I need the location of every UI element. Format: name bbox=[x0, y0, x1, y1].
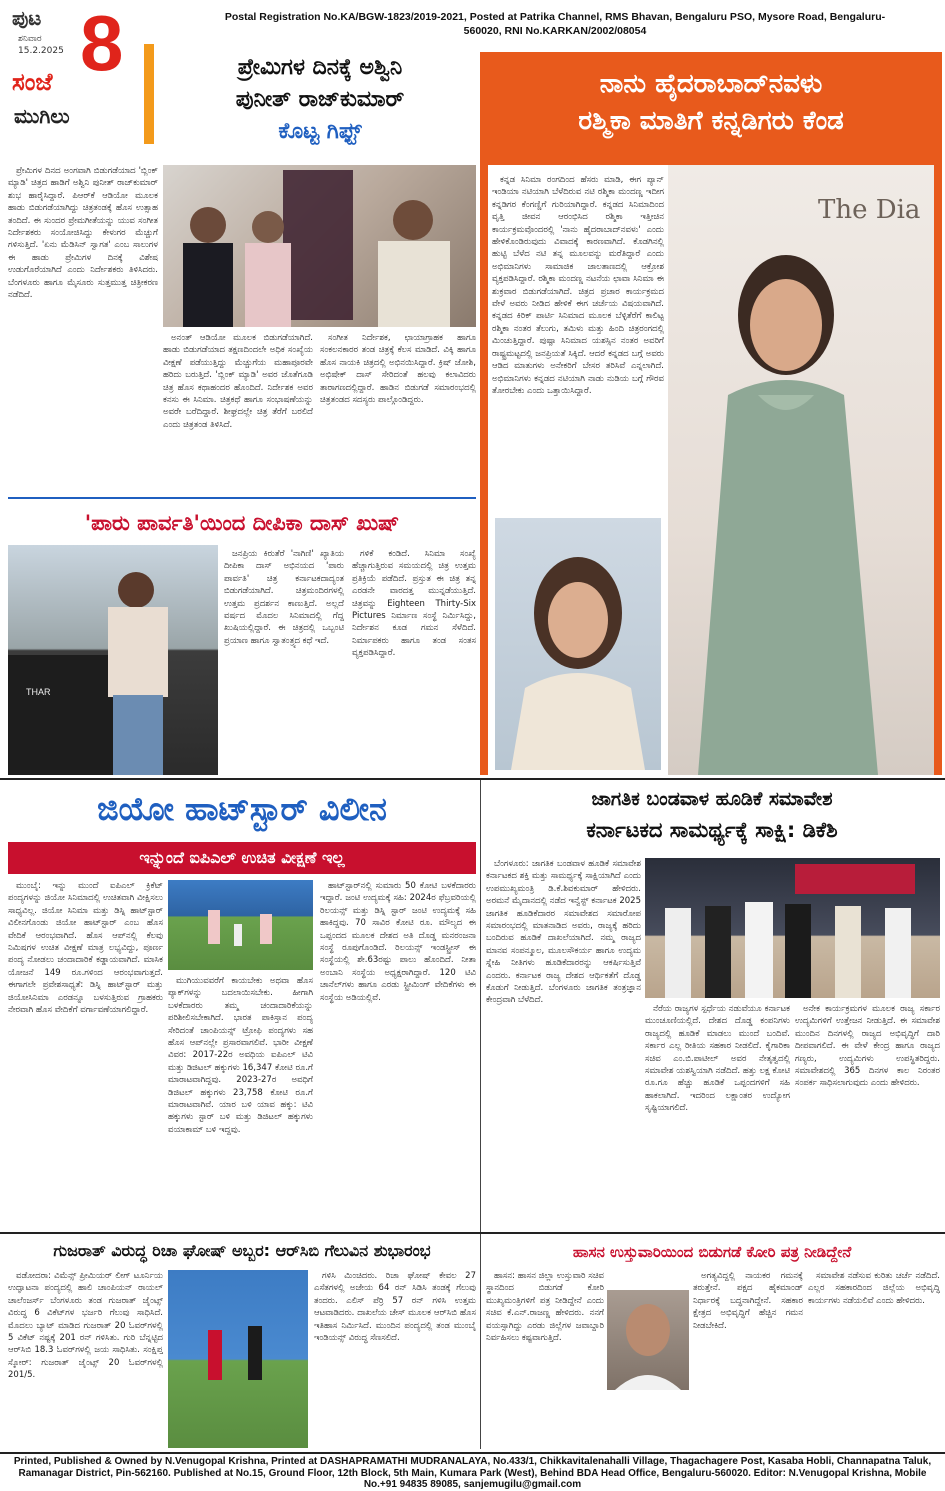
rashmika-inset-illustration bbox=[495, 518, 661, 770]
deepika-photo bbox=[8, 545, 218, 775]
jio-cricket-photo bbox=[168, 880, 313, 970]
puneeth-head-line2: ಪುನೀತ್ ರಾಜ್‌ಕುಮಾರ್ bbox=[235, 87, 405, 112]
hassan-col3-text: ಸಮಾವೇಶ ನಡೆಸುವ ಕುರಿತು ಚರ್ಚೆ ನಡೆದಿದೆ. ಎಲ್ಲರ ಸಹಕಾರದಿಂದ ಜಿಲ್ಲೆಯ ಅಭಿವೃದ್ಧಿ ಕಾರ್ಯಗಳು ನಡೆಯಲಿವೆ ಎಂದು ಹೇಳಿದರು. bbox=[808, 1271, 940, 1306]
story-rashmika-header bbox=[480, 52, 942, 165]
puneeth-head-line1: ಪ್ರೇಮಿಗಳ ದಿನಕ್ಕೆ ಅಶ್ವಿನಿ bbox=[237, 55, 403, 80]
hassan-col2 bbox=[693, 1270, 803, 1448]
puneeth-photo-illustration bbox=[163, 165, 476, 327]
jio-headline: ಜಿಯೋ ಹಾಟ್‌ಸ್ಟಾರ್ ವಿಲೀನ bbox=[97, 790, 387, 828]
puneeth-head-line3: ಕೊಟ್ಟ ಗಿಫ್ಟ್ bbox=[278, 119, 362, 144]
masthead-brand bbox=[4, 0, 159, 146]
divider-middle bbox=[0, 778, 945, 780]
rcb-photo-illustration bbox=[168, 1270, 308, 1448]
jio-col3 bbox=[320, 880, 476, 1228]
date-label: 15.2.2025 bbox=[18, 46, 64, 56]
puneeth-photo bbox=[163, 165, 476, 327]
dks-col3 bbox=[795, 1003, 940, 1228]
dks-col2-text: ನೆರೆಯ ರಾಜ್ಯಗಳ ಸ್ಪರ್ಧೆಯ ನಡುವೆಯೂ ಕರ್ನಾಟಕ ಮುಂಚೂಣಿಯಲ್ಲಿದೆ. ದೇಶದ ದೊಡ್ಡ ಕಂಪನಿಗಳು ರಾಜ್ಯದಲ್ಲಿ ಹೂಡಿಕೆ ಮಾಡಲು ಮುಂದೆ ಬಂದಿವೆ. ಸರ್ಕಾರ ಎಲ್ಲ ರೀತಿಯ ಸಹಕಾರ ನೀಡಲಿದೆ. ಕೈಗಾರಿಕಾ ಸಚಿವ ಎಂ.ಬಿ.ಪಾಟೀಲ್ ಅವರ ನೇತೃತ್ವದಲ್ಲಿ ಸಮಾವೇಶ ಯಶಸ್ವಿಯಾಗಿ ನಡೆದಿದೆ. ಹತ್ತು ಲಕ್ಷ ಕೋಟಿ ರೂ.ಗೂ ಹೆಚ್ಚು ಹೂಡಿಕೆ ಒಪ್ಪಂದಗಳಿಗೆ ಸಹಿ ಹಾಕಲಾಗಿದೆ. ಇದರಿಂದ ಲಕ್ಷಾಂತರ ಉದ್ಯೋಗ ಸೃಷ್ಟಿಯಾಗಲಿದೆ. bbox=[645, 1004, 790, 1114]
jio-col1 bbox=[8, 880, 163, 1228]
deepika-jeep-badge: THAR bbox=[26, 687, 51, 697]
rashmika-main-photo bbox=[668, 165, 934, 775]
dks-photo-illustration bbox=[645, 858, 940, 998]
brand-mugilu: ಮುಗಿಲು bbox=[14, 104, 70, 128]
dks-col1-text: ಬೆಂಗಳೂರು: ಜಾಗತಿಕ ಬಂಡವಾಳ ಹೂಡಿಕೆ ಸಮಾವೇಶ ಕರ್ನಾಟಕದ ಶಕ್ತಿ ಮತ್ತು ಸಾಮರ್ಥ್ಯಕ್ಕೆ ಸಾಕ್ಷಿಯಾಗಿದೆ ಎಂದು ಉಪಮುಖ್ಯಮಂತ್ರಿ ಡಿ.ಕೆ.ಶಿವಕುಮಾರ್ ಹೇಳಿದರು. ಅರಮನೆ ಮೈದಾನದಲ್ಲಿ ನಡೆದ ಇನ್ವೆಸ್ಟ್ ಕರ್ನಾಟಕ 2025 ಜಾಗತಿಕ ಹೂಡಿಕೆದಾರರ ಸಮಾವೇಶದ ಸಮಾರೋಪ ಸಮಾರಂಭದಲ್ಲಿ ಮಾತನಾಡಿದ ಅವರು, ರಾಜ್ಯಕ್ಕೆ ಹರಿದು ಬಂದಿರುವ ಹೂಡಿಕೆ ದಾಖಲೆಯಾಗಿದೆ. ನಮ್ಮ ರಾಜ್ಯದ ಮಾನವ ಸಂಪನ್ಮೂಲ, ಮೂಲಸೌಕರ್ಯ ಹಾಗೂ ಉದ್ಯಮ ಸ್ನೇಹಿ ನೀತಿಗಳು ಹೂಡಿಕೆದಾರರನ್ನು ಆಕರ್ಷಿಸುತ್ತಿವೆ ಎಂದರು. ಕರ್ನಾಟಕ ರಾಜ್ಯ ದೇಶದ ಆರ್ಥಿಕತೆಗೆ ದೊಡ್ಡ ಕೊಡುಗೆ ನೀಡುತ್ತಿದೆ. ಬೆಂಗಳೂರು ಜಾಗತಿಕ ತಂತ್ರಜ್ಞಾನ ಕೇಂದ್ರವಾಗಿ ಬೆಳೆದಿದೆ. bbox=[486, 859, 641, 1006]
puneeth-col2 bbox=[163, 332, 313, 495]
rcb-col1 bbox=[8, 1270, 163, 1448]
divider-vertical-lower bbox=[480, 1234, 481, 1449]
deepika-col1-text: ಜನಪ್ರಿಯ ಕಿರುತೆರೆ 'ನಾಗಿಣಿ' ಖ್ಯಾತಿಯ ದೀಪಿಕಾ ದಾಸ್ ಅಭಿನಯದ 'ಪಾರು ಪಾರ್ವತಿ' ಚಿತ್ರ ಕರ್ನಾಟಕದಾದ್ಯಂತ ಬಿಡುಗಡೆಯಾಗಿದೆ. ಚಿತ್ರಮಂದಿರಗಳಲ್ಲಿ ಉತ್ತಮ ಪ್ರದರ್ಶನ ಕಾಣುತ್ತಿದೆ. ಅಲ್ಲದೆ ವರ್ಷದ ಮೊದಲ ಸಿನಿಮಾದಲ್ಲಿ ಗೆದ್ದ ಖುಷಿಯಲ್ಲಿದ್ದಾರೆ. ಈ ಚಿತ್ರದಲ್ಲಿ ಒಬ್ಬಂಟಿ ಪ್ರಯಾಣ ಹಾಗೂ ಸ್ವಾತಂತ್ರ್ಯದ ಕಥೆ ಇದೆ. bbox=[224, 549, 344, 646]
jio-col1-text: ಮುಂಬೈ: ಇನ್ನು ಮುಂದೆ ಐಪಿಎಲ್ ಕ್ರಿಕೆಟ್ ಪಂದ್ಯಗಳನ್ನು ಜಿಯೋ ಸಿನಿಮಾದಲ್ಲಿ ಉಚಿತವಾಗಿ ವೀಕ್ಷಿಸಲು ಸಾಧ್ಯವಿಲ್ಲ. ಜಿಯೋ ಸಿನಿಮಾ ಮತ್ತು ಡಿಸ್ನಿ ಹಾಟ್‌ಸ್ಟಾರ್ ವಿಲೀನಗೊಂಡು ಜಿಯೋ ಹಾಟ್‌ಸ್ಟಾರ್ ಎಂಬ ಹೊಸ ವೇದಿಕೆ ಆರಂಭವಾಗಿದೆ. ಹೊಸ ಆಪ್‌ನಲ್ಲಿ ಕೆಲವು ನಿಮಿಷಗಳ ಉಚಿತ ವೀಕ್ಷಣೆ ಮಾತ್ರ ಲಭ್ಯವಿದ್ದು, ಪೂರ್ಣ ಪಂದ್ಯ ನೋಡಲು ಚಂದಾದಾರಿಕೆ ಕಡ್ಡಾಯವಾಗಿದೆ. ಮಾಸಿಕ ಯೋಜನೆ 149 ರೂ.ಗಳಿಂದ ಆರಂಭವಾಗುತ್ತದೆ. ಈಗಾಗಲೇ ಪ್ರವೇಶಸಾಧ್ಯತೆ: ಡಿಸ್ನಿ ಹಾಟ್‌ಸ್ಟಾರ್ ಮತ್ತು ಜಿಯೋಸಿನಿಮಾ ಎರಡನ್ನೂ ಬಳಸುತ್ತಿರುವ ಗ್ರಾಹಕರು ನೇರವಾಗಿ ಹೊಸ ವೇದಿಕೆಗೆ ವರ್ಗಾವಣೆಯಾಗಲಿದ್ದಾರೆ. bbox=[8, 881, 163, 1016]
rashmika-body-text: ಕನ್ನಡ ಸಿನಿಮಾ ರಂಗದಿಂದ ಹೆಸರು ಮಾಡಿ, ಈಗ ಪ್ಯಾನ್ ಇಂಡಿಯಾ ನಟಿಯಾಗಿ ಬೆಳೆದಿರುವ ನಟಿ ರಶ್ಮಿಕಾ ಮಂದಣ್ಣ ಇದೀಗ ಕನ್ನಡಿಗರ ಕೆಂಗಣ್ಣಿಗೆ ಗುರಿಯಾಗಿದ್ದಾರೆ. ಕನ್ನಡದ ಸಿನಿಮಾದಿಂದ ವೃತ್ತಿ ಜೀವನ ಆರಂಭಿಸಿದ ರಶ್ಮಿಕಾ ಇತ್ತೀಚಿನ ಕಾರ್ಯಕ್ರಮವೊಂದರಲ್ಲಿ 'ನಾನು ಹೈದರಾಬಾದ್‌ನವಳು' ಎಂದು ಹೇಳಿಕೊಂಡಿರುವುದು ವಿವಾದಕ್ಕೆ ಕಾರಣವಾಗಿದೆ. ಕೊಡಗಿನಲ್ಲಿ ಹುಟ್ಟಿ ಬೆಳೆದ ನಟಿ ತನ್ನ ಮೂಲವನ್ನು ಮರೆತಿದ್ದಾರೆ ಎಂದು ಅಭಿಮಾನಿಗಳು ಸಾಮಾಜಿಕ ಜಾಲತಾಣದಲ್ಲಿ ಆಕ್ರೋಶ ವ್ಯಕ್ತಪಡಿಸಿದ್ದಾರೆ. ರಶ್ಮಿಕಾ ಮಂದಣ್ಣ ನಟನೆಯ ಛಾವಾ ಸಿನಿಮಾ ಈ ಶುಕ್ರವಾರ ಬಿಡುಗಡೆಯಾಗಿದೆ. ಚಿತ್ರದ ಪ್ರಚಾರ ಕಾರ್ಯಕ್ರಮದ ವೇಳೆ ಅವರು ನೀಡಿದ ಹೇಳಿಕೆ ಈಗ ಚರ್ಚೆಯ ವಿಷಯವಾಗಿದೆ. ಕನ್ನಡದ ಕಿರಿಕ್ ಪಾರ್ಟಿ ಸಿನಿಮಾದ ಮೂಲಕ ಬೆಳ್ಳಿತೆರೆಗೆ ಕಾಲಿಟ್ಟ ರಶ್ಮಿಕಾ ನಂತರ ತೆಲುಗು, ತಮಿಳು ಮತ್ತು ಹಿಂದಿ ಚಿತ್ರರಂಗದಲ್ಲಿ ಮಿಂಚುತ್ತಿದ್ದಾರೆ. ಪುಷ್ಪಾ ಸಿನಿಮಾದ ಯಶಸ್ಸಿನ ನಂತರ ಅವರಿಗೆ ರಾಷ್ಟ್ರಮಟ್ಟದಲ್ಲಿ ಜನಪ್ರಿಯತೆ ಸಿಕ್ಕಿದೆ. ಆದರೆ ಕನ್ನಡದ ಬಗ್ಗೆ ಅವರು ಆಡಿದ ಮಾತುಗಳು ಅನೇಕರಿಗೆ ಬೇಸರ ತರಿಸಿವೆ ಎನ್ನಲಾಗಿದೆ. ಅಭಿಮಾನಿಗಳು ಕನ್ನಡದ ನಟಿಯಾಗಿ ನಾಡು ನುಡಿಯ ಬಗ್ಗೆ ಗೌರವ ತೋರಬೇಕು ಎಂದು ಒತ್ತಾಯಿಸಿದ್ದಾರೆ. bbox=[492, 175, 664, 396]
rcb-headline: ಗುಜರಾತ್ ವಿರುದ್ಧ ರಿಚಾ ಘೋಷ್ ಅಬ್ಬರ: ಆರ್‌ಸಿಬಿ ಗೆಲುವಿನ ಶುಭಾರಂಭ bbox=[53, 1241, 431, 1260]
rcb-col2-text: ಗಳಿಸಿ ಮಿಂಚಿದರು. ರಿಚಾ ಘೋಷ್ ಕೇವಲ 27 ಎಸೆತಗಳಲ್ಲಿ ಅಜೇಯ 64 ರನ್ ಸಿಡಿಸಿ ತಂಡಕ್ಕೆ ಗೆಲುವು ತಂದರು. ಎಲಿಸ್ ಪೆರ್ರಿ 57 ರನ್ ಗಳಿಸಿ ಉತ್ತಮ ಆಟವಾಡಿದರು. ದಾಖಲೆಯ ಚೇಸ್ ಮೂಲಕ ಆರ್‌ಸಿಬಿ ಹೊಸ ಇತಿಹಾಸ ನಿರ್ಮಿಸಿದೆ. ಮುಂದಿನ ಪಂದ್ಯದಲ್ಲಿ ತಂಡ ಮುಂಬೈ ಇಂಡಿಯನ್ಸ್ ವಿರುದ್ಧ ಸೆಣಸಲಿದೆ. bbox=[314, 1271, 476, 1344]
rashmika-main-illustration bbox=[668, 165, 934, 775]
page-word: ಪುಟ bbox=[12, 6, 42, 30]
rashmika-backdrop-text: The Dia bbox=[818, 195, 921, 225]
deepika-col1 bbox=[224, 548, 344, 773]
rashmika-head-line2: ರಶ್ಮಿಕಾ ಮಾತಿಗೆ ಕನ್ನಡಿಗರು ಕೆಂಡ bbox=[578, 106, 844, 136]
deepika-photo-illustration bbox=[8, 545, 218, 775]
puneeth-col1-text: ಪ್ರೇಮಿಗಳ ದಿನದ ಅಂಗವಾಗಿ ಬಿಡುಗಡೆಯಾದ 'ಬ್ಲಿಂಕ್ ಮ್ಯಾಡಿ' ಚಿತ್ರದ ಹಾಡಿಗೆ ಅಶ್ವಿನಿ ಪುನೀತ್ ರಾಜ್‌ಕುಮಾರ್ ಶುಭ ಹಾರೈಸಿದ್ದಾರೆ. ಪಿಆರ್‌ಕೆ ಆಡಿಯೋ ಮೂಲಕ ಹಾಡು ಬಿಡುಗಡೆಯಾಗಿದ್ದು ಚಿತ್ರತಂಡಕ್ಕೆ ಹೊಸ ಉತ್ಸಾಹ ತಂದಿದೆ. ಈ ಸುಂದರ ಪ್ರೇಮಗೀತೆಯನ್ನು ಯುವ ಸಂಗೀತ ನಿರ್ದೇಶಕರು ಸಂಯೋಜಿಸಿದ್ದು ಕೇಳುಗರ ಮೆಚ್ಚುಗೆ ಗಳಿಸುತ್ತಿದೆ. 'ಏನು ಮೆಡಿಸಿನ್ ಸ್ವಾಗತ' ಎಂಬ ಸಾಲುಗಳ ಈ ಹಾಡು ಪ್ರೇಮಿಗಳ ದಿನಕ್ಕೆ ವಿಶೇಷ ಉಡುಗೊರೆಯಾಗಿದೆ ಎಂದು ನಿರ್ದೇಶಕರು ತಿಳಿಸಿದರು. ಬೆಂಗಳೂರು ಹಾಗೂ ಮೈಸೂರು ಸುತ್ತಮುತ್ತ ಚಿತ್ರೀಕರಣ ನಡೆದಿದೆ. bbox=[8, 166, 158, 301]
hassan-photo bbox=[607, 1290, 689, 1390]
hassan-col2-text: ಅಗತ್ಯವಿದ್ದಲ್ಲಿ ನಾಯಕರ ಗಮನಕ್ಕೆ ತರುತ್ತೇನೆ. ಪಕ್ಷದ ಹೈಕಮಾಂಡ್ ನಿರ್ಧಾರಕ್ಕೆ ಬದ್ಧನಾಗಿದ್ದೇನೆ. ಸಹಕಾರ ಕ್ಷೇತ್ರದ ಅಭಿವೃದ್ಧಿಗೆ ಹೆಚ್ಚಿನ ಗಮನ ನೀಡಬೇಕಿದೆ. bbox=[693, 1271, 803, 1331]
jio-col2-text: ಮುಗಿಯುವವರೆಗೆ ಕಾಯಬೇಕು ಅಥವಾ ಹೊಸ ಪ್ಯಾಕ್‌ಗಳನ್ನು ಬದಲಾಯಿಸಬೇಕು. ಹೀಗಾಗಿ ಬಳಕೆದಾರರು ತಮ್ಮ ಚಂದಾದಾರಿಕೆಯನ್ನು ಪರಿಶೀಲಿಸಬೇಕಾಗಿದೆ. ಭಾರತ ಪಾಕಿಸ್ತಾನ ಪಂದ್ಯ ಸೇರಿದಂತೆ ಚಾಂಪಿಯನ್ಸ್ ಟ್ರೋಫಿ ಪಂದ್ಯಗಳು ಸಹ ಹೊಸ ಆಪ್‌ನಲ್ಲೇ ಪ್ರಸಾರವಾಗಲಿವೆ. ಭಾರೀ ವೀಕ್ಷಣೆ ವಿವರ: 2017-22ರ ಅವಧಿಯ ಐಪಿಎಲ್ ಟಿವಿ ಮತ್ತು ಡಿಜಿಟಲ್ ಹಕ್ಕುಗಳು 16,347 ಕೋಟಿ ರೂ.ಗೆ ಮಾರಾಟವಾಗಿದ್ದವು. 2023-27ರ ಅವಧಿಗೆ ಡಿಜಿಟಲ್ ಹಕ್ಕುಗಳು 23,758 ಕೋಟಿ ರೂ.ಗೆ ಮಾರಾಟವಾಗಿವೆ. ಯಾರ ಬಳಿ ಯಾವ ಹಕ್ಕು: ಟಿವಿ ಹಕ್ಕುಗಳು ಸ್ಟಾರ್ ಬಳಿ ಮತ್ತು ಡಿಜಿಟಲ್ ಹಕ್ಕುಗಳು ವಯಾಕಾಮ್ ಬಳಿ ಇದ್ದವು. bbox=[168, 976, 313, 1135]
dks-headline bbox=[484, 784, 940, 846]
puneeth-col3 bbox=[320, 332, 476, 495]
page-number: 8 bbox=[80, 0, 124, 87]
dks-photo bbox=[645, 858, 940, 998]
hassan-photo-illustration bbox=[607, 1290, 689, 1390]
hassan-headline: ಹಾಸನ ಉಸ್ತುವಾರಿಯಿಂದ ಬಿಡುಗಡೆ ಕೋರಿ ಪತ್ರ ನೀಡಿದ್ದೇನೆ bbox=[572, 1243, 852, 1261]
divider-deepika-top bbox=[8, 497, 476, 499]
story-puneeth-headline bbox=[165, 52, 475, 162]
deepika-col2 bbox=[352, 548, 476, 773]
hassan-col3 bbox=[808, 1270, 940, 1448]
puneeth-col3-text: ಸಂಗೀತ ನಿರ್ದೇಶಕ, ಛಾಯಾಗ್ರಾಹಕ ಹಾಗೂ ಸಂಕಲನಕಾರರ ತಂಡ ಚಿತ್ರಕ್ಕೆ ಕೆಲಸ ಮಾಡಿದೆ. ವಿಕ್ಕಿ ಹಾಗೂ ಹೊಸ ನಾಯಕಿ ಚಿತ್ರದಲ್ಲಿ ಅಭಿನಯಿಸಿದ್ದಾರೆ. ಕ್ರಿಷ್ ಜೋಶಿ, ಅಭಿಷೇಕ್ ದಾಸ್ ಸೇರಿದಂತೆ ಹಲವು ಕಲಾವಿದರು ತಾರಾಗಣದಲ್ಲಿದ್ದಾರೆ. ಹಾಡಿನ ಬಿಡುಗಡೆ ಸಮಾರಂಭದಲ್ಲಿ ಚಿತ್ರತಂಡದ ಸದಸ್ಯರು ಪಾಲ್ಗೊಂಡಿದ್ದರು. bbox=[320, 333, 476, 406]
rashmika-body bbox=[492, 174, 664, 512]
deepika-headline: 'ಪಾರು ಪಾರ್ವತಿ'ಯಿಂದ ದೀಪಿಕಾ ದಾಸ್ ಖುಷ್ bbox=[84, 511, 400, 535]
jio-cricket-illustration bbox=[168, 880, 313, 970]
jio-subhead-bar bbox=[8, 842, 476, 874]
rashmika-inset-photo bbox=[492, 515, 664, 773]
deepika-col2-text: ಗಳಿಕೆ ಕಂಡಿದೆ. ಸಿನಿಮಾ ಸಂಖ್ಯೆ ಹೆಚ್ಚಾಗುತ್ತಿರುವ ಸಮಯದಲ್ಲಿ ಚಿತ್ರ ಉತ್ತಮ ಪ್ರತಿಕ್ರಿಯೆ ಪಡೆದಿದೆ. ಪ್ರಸ್ತುತ ಈ ಚಿತ್ರ ತನ್ನ ಎರಡನೇ ವಾರದತ್ತ ಮುನ್ನಡೆಯುತ್ತಿದೆ. ಚಿತ್ರವನ್ನು Eighteen Thirty-Six Pictures ನಿರ್ಮಾಣ ಸಂಸ್ಥೆ ನಿರ್ಮಿಸಿದ್ದು, ನಿರ್ದೇಶನ ಕೂಡ ಗಮನ ಸೆಳೆದಿದೆ. ನಿರ್ಮಾಪಕರು ಹಾಗೂ ತಂಡ ಸಂತಸ ವ್ಯಕ್ತಪಡಿಸಿದ್ದಾರೆ. bbox=[352, 549, 476, 659]
jio-subhead: ಇನ್ನುಂದೆ ಐಪಿಎಲ್ ಉಚಿತ ವೀಕ್ಷಣೆ ಇಲ್ಲ bbox=[139, 848, 345, 867]
day-label: ಶನಿವಾರ bbox=[18, 34, 42, 44]
rcb-photo bbox=[168, 1270, 308, 1448]
footer-imprint: Printed, Published & Owned by N.Venugopal Krishna, Printed at DASHAPRAMATHI MUDRANALAYA, No.433/1, Chikkavitalenahalli Village, Thagachagere Post, Kasaba Hobli, Channapatna Taluk, Ramanagar District, Pin-562160. Published at No.15, Ground Floor, 12th Block, 5th Main, Kumara Park (West), Behind BDA Head Office, Bengaluru-560020. Editor: N.Venugopal Krishna, Mobile No.+91 94835 89085, sanjemugilu@gmail.com bbox=[13, 1456, 932, 1490]
jio-col2 bbox=[168, 975, 313, 1228]
rashmika-head-line1: ನಾನು ಹೈದರಾಬಾದ್‌ನವಳು bbox=[599, 69, 823, 99]
dks-col3-text: ಅನೇಕ ಕಾರ್ಯಕ್ರಮಗಳ ಮೂಲಕ ರಾಜ್ಯ ಸರ್ಕಾರ ಉದ್ಯಮಿಗಳಿಗೆ ಉತ್ತೇಜನ ನೀಡುತ್ತಿದೆ. ಈ ಸಮಾವೇಶ ಮುಂದಿನ ದಿನಗಳಲ್ಲಿ ರಾಜ್ಯದ ಅಭಿವೃದ್ಧಿಗೆ ದಾರಿ ದೀಪವಾಗಲಿದೆ. ಈ ವೇಳೆ ಕೇಂದ್ರ ಹಾಗೂ ರಾಜ್ಯದ ಗಣ್ಯರು, ಉದ್ಯಮಿಗಳು ಉಪಸ್ಥಿತರಿದ್ದರು. ಸಮಾವೇಶದಲ್ಲಿ 365 ದಿನಗಳ ಕಾಲ ನಿರಂತರ ಸಂಪರ್ಕ ಸಾಧಿಸಲಾಗುವುದು ಎಂದು ಹೇಳಿದರು. bbox=[795, 1004, 940, 1089]
puneeth-col2-text: ಅನಂತ್ ಆಡಿಯೋ ಮೂಲಕ ಬಿಡುಗಡೆಯಾಗಿದೆ. ಹಾಡು ಬಿಡುಗಡೆಯಾದ ತಕ್ಷಣದಿಂದಲೇ ಅಧಿಕ ಸಂಖ್ಯೆಯ ವೀಕ್ಷಣೆ ಪಡೆಯುತ್ತಿದ್ದು ಮೆಚ್ಚುಗೆಯ ಮಹಾಪೂರವೇ ಹರಿದು ಬರುತ್ತಿದೆ. 'ಬ್ಲಿಂಕ್ ಮ್ಯಾಡಿ' ಅವರ ಜೊತೆಗೂಡಿ ಚಿತ್ರ ಹೊಸ ಕಥಾಹಂದರ ಹೊಂದಿದೆ. ನಿರ್ದೇಶಕ ಅವರ ಕನಸು ಈ ಸಿನಿಮಾ. ಚಿತ್ರಕಥೆ ಹಾಗೂ ಸಂಭಾಷಣೆಯನ್ನು ಅವರೇ ಬರೆದಿದ್ದಾರೆ. ಶೀಘ್ರದಲ್ಲೇ ಚಿತ್ರ ತೆರೆಗೆ ಬರಲಿದೆ ಎಂದು ಚಿತ್ರತಂಡ ತಿಳಿಸಿದೆ. bbox=[163, 333, 313, 430]
dks-col2 bbox=[645, 1003, 790, 1228]
brand-sanje: ಸಂಜೆ bbox=[12, 68, 53, 96]
hassan-col1-text: ಹಾಸನ: ಹಾಸನ ಜಿಲ್ಲಾ ಉಸ್ತುವಾರಿ ಸಚಿವ ಸ್ಥಾನದಿಂದ ಬಿಡುಗಡೆ ಕೋರಿ ಮುಖ್ಯಮಂತ್ರಿಗಳಿಗೆ ಪತ್ರ ನೀಡಿದ್ದೇನೆ ಎಂದು ಸಚಿವ ಕೆ.ಎನ್.ರಾಜಣ್ಣ ಹೇಳಿದರು. ನನಗೆ ವಯಸ್ಸಾಗಿದ್ದು ಎರಡು ಜಿಲ್ಲೆಗಳ ಜವಾಬ್ದಾರಿ ನಿರ್ವಹಿಸಲು ಕಷ್ಟವಾಗುತ್ತಿದೆ. bbox=[486, 1271, 604, 1344]
rashmika-side-border bbox=[480, 165, 488, 775]
puneeth-col1 bbox=[8, 165, 158, 495]
divider-footer bbox=[0, 1452, 945, 1454]
brand-accent-bar bbox=[144, 44, 154, 144]
rcb-col1-text: ವಡೋದರಾ: ವಿಮೆನ್ಸ್ ಪ್ರೀಮಿಯರ್ ಲೀಗ್ ಟೂರ್ನಿಯ ಉದ್ಘಾಟನಾ ಪಂದ್ಯದಲ್ಲಿ ಹಾಲಿ ಚಾಂಪಿಯನ್ ರಾಯಲ್ ಚಾಲೆಂಜರ್ಸ್ ಬೆಂಗಳೂರು ತಂಡ ಗುಜರಾತ್ ಜೈಂಟ್ಸ್ ವಿರುದ್ಧ 6 ವಿಕೆಟ್‌ಗಳ ಭರ್ಜರಿ ಗೆಲುವು ಸಾಧಿಸಿದೆ. ಮೊದಲು ಬ್ಯಾಟ್ ಮಾಡಿದ ಗುಜರಾತ್ 20 ಓವರ್‌ಗಳಲ್ಲಿ 5 ವಿಕೆಟ್ ನಷ್ಟಕ್ಕೆ 201 ರನ್ ಗಳಿಸಿತು. ಗುರಿ ಬೆನ್ನಟ್ಟಿದ ಆರ್‌ಸಿಬಿ 18.3 ಓವರ್‌ಗಳಲ್ಲಿ ಜಯ ಸಾಧಿಸಿತು. ಸಂಕ್ಷಿಪ್ತ ಸ್ಕೋರ್: ಗುಜರಾತ್ ಜೈಂಟ್ಸ್ 20 ಓವರ್‌ಗಳಲ್ಲಿ 201/5. bbox=[8, 1271, 163, 1381]
rashmika-right-border bbox=[934, 165, 942, 775]
dks-col1 bbox=[486, 858, 641, 1228]
divider-lower bbox=[0, 1232, 945, 1234]
hassan-col1 bbox=[486, 1270, 604, 1448]
jio-col3-text: ಹಾಟ್‌ಸ್ಟಾರ್‌ನಲ್ಲಿ ಸುಮಾರು 50 ಕೋಟಿ ಬಳಕೆದಾರರು ಇದ್ದಾರೆ. ಜಂಟಿ ಉದ್ಯಮಕ್ಕೆ ಸಹಿ: 2024ರ ಫೆಬ್ರವರಿಯಲ್ಲಿ ರಿಲಯನ್ಸ್ ಮತ್ತು ಡಿಸ್ನಿ ಸ್ಟಾರ್ ಜಂಟಿ ಉದ್ಯಮಕ್ಕೆ ಸಹಿ ಹಾಕಿದ್ದವು. 70 ಸಾವಿರ ಕೋಟಿ ರೂ. ಮೌಲ್ಯದ ಈ ಒಪ್ಪಂದದ ಮೂಲಕ ದೇಶದ ಅತಿ ದೊಡ್ಡ ಮನರಂಜನಾ ಸಂಸ್ಥೆ ರೂಪುಗೊಂಡಿದೆ. ರಿಲಯನ್ಸ್ ಇಂಡಸ್ಟ್ರೀಸ್ ಈ ಸಂಸ್ಥೆಯಲ್ಲಿ ಶೇ.63ರಷ್ಟು ಪಾಲು ಹೊಂದಿದೆ. ನೀತಾ ಅಂಬಾನಿ ಸಂಸ್ಥೆಯ ಅಧ್ಯಕ್ಷರಾಗಿದ್ದಾರೆ. 120 ಟಿವಿ ಚಾನೆಲ್‌ಗಳು ಹಾಗೂ ಎರಡು ಸ್ಟ್ರೀಮಿಂಗ್ ವೇದಿಕೆಗಳು ಈ ಸಂಸ್ಥೆಯ ಅಡಿಯಲ್ಲಿವೆ. bbox=[320, 881, 476, 1003]
rcb-col2 bbox=[314, 1270, 476, 1448]
divider-vertical-right bbox=[480, 780, 481, 1235]
registration-line: Postal Registration No.KA/BGW-1823/2019-2021, Posted at Patrika Channel, RMS Bhavan, Bengaluru PSO, Mysore Road, Bengaluru- 560020, RNI No.KARKAN/2002/08054 bbox=[224, 11, 886, 37]
dks-head-line1: ಜಾಗತಿಕ ಬಂಡವಾಳ ಹೂಡಿಕೆ ಸಮಾವೇಶ bbox=[591, 788, 833, 810]
dks-head-line2: ಕರ್ನಾಟಕದ ಸಾಮರ್ಥ್ಯಕ್ಕೆ ಸಾಕ್ಷಿ: ಡಿಕೆಶಿ bbox=[586, 818, 838, 842]
